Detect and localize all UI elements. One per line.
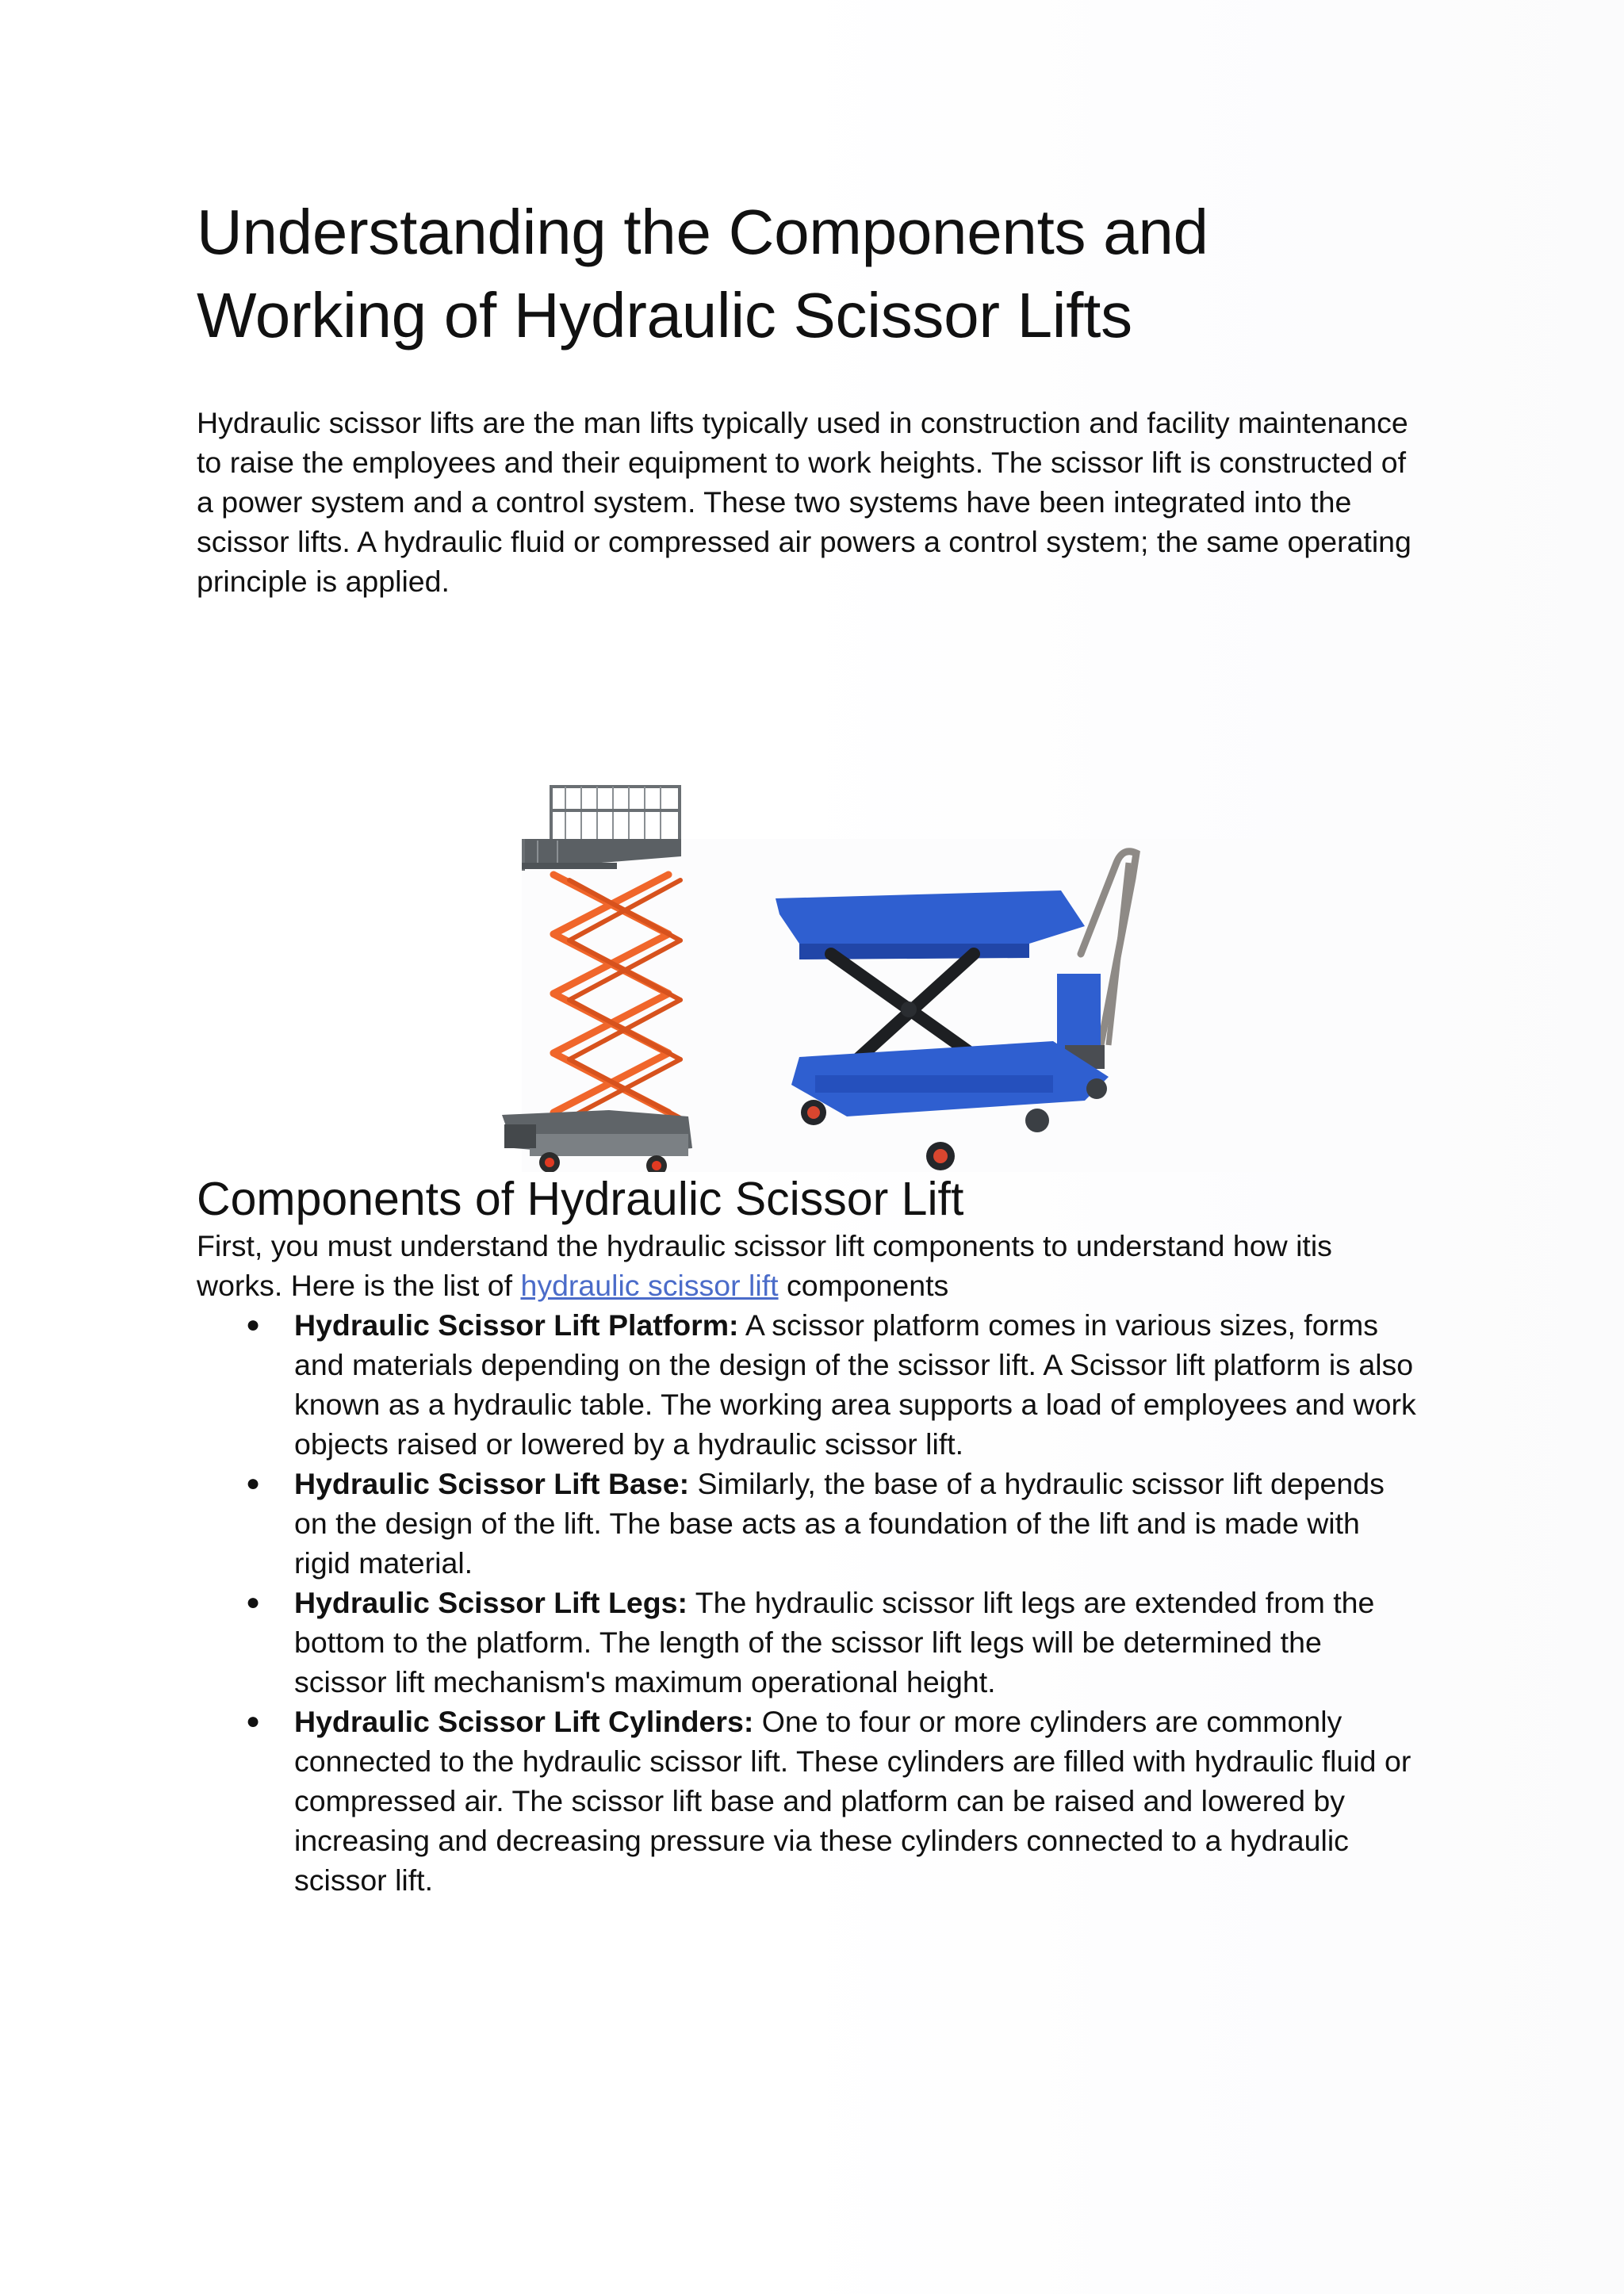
list-item-text: A scissor platform comes in various sizes, forms xyxy=(738,1308,1379,1342)
bullet-icon: ● xyxy=(246,1470,261,1496)
intro-line: to raise the employees and their equipment to work heights. The scissor lift is constructed of xyxy=(197,446,1407,479)
intro-line: a power system and a control system. These two systems have been integrated into the xyxy=(197,485,1352,519)
scissor-lifts-illustration xyxy=(197,601,1434,1172)
list-item xyxy=(197,1305,1434,1464)
list-item xyxy=(197,1702,1434,1900)
components-intro-suffix: components xyxy=(778,1269,949,1302)
list-item-text: known as a hydraulic table. The working area supports a load of employees and work xyxy=(294,1388,1416,1421)
title-line-2: Working of Hydraulic Scissor Lifts xyxy=(197,280,1132,350)
title-line-1: Understanding the Components and xyxy=(197,197,1208,267)
intro-line: principle is applied. xyxy=(197,565,450,598)
page-title xyxy=(197,190,1434,357)
scissor-lifts-image xyxy=(197,601,1434,1172)
intro-paragraph xyxy=(197,403,1434,601)
components-intro xyxy=(197,1226,1434,1305)
list-item-text: objects raised or lowered by a hydraulic scissor lift. xyxy=(294,1427,964,1461)
list-item-text: Similarly, the base of a hydraulic scissor lift depends xyxy=(689,1467,1385,1500)
list-item-text: bottom to the platform. The length of the scissor lift legs will be determined the xyxy=(294,1626,1322,1659)
components-list xyxy=(197,1305,1434,1900)
list-item-text: connected to the hydraulic scissor lift. These cylinders are filled with hydraulic fluid or xyxy=(294,1744,1411,1778)
bullet-icon: ● xyxy=(246,1312,261,1338)
list-item-text: and materials depending on the design of the scissor lift. A Scissor lift platform is also xyxy=(294,1348,1414,1381)
list-item-text: scissor lift mechanism's maximum operational height. xyxy=(294,1665,996,1698)
list-item xyxy=(197,1464,1434,1583)
bullet-icon: ● xyxy=(246,1589,261,1615)
list-item xyxy=(197,1583,1434,1702)
hydraulic-scissor-lift-link[interactable]: hydraulic scissor lift xyxy=(520,1269,779,1302)
list-item-text: One to four or more cylinders are commonly xyxy=(753,1705,1342,1738)
list-item-text: rigid material. xyxy=(294,1546,473,1580)
components-intro-line-1: First, you must understand the hydraulic scissor lift components to understand how itis xyxy=(197,1229,1332,1262)
list-item-term: Hydraulic Scissor Lift Cylinders: xyxy=(294,1705,754,1738)
list-item-term: Hydraulic Scissor Lift Base: xyxy=(294,1467,690,1500)
document-content xyxy=(197,190,1434,1900)
intro-line: Hydraulic scissor lifts are the man lifts typically used in construction and facility maintenance xyxy=(197,406,1408,439)
list-item-term: Hydraulic Scissor Lift Legs: xyxy=(294,1586,688,1619)
components-heading: Components of Hydraulic Scissor Lift xyxy=(197,1173,964,1225)
components-intro-prefix: works. Here is the list of xyxy=(197,1269,521,1302)
list-item-text: scissor lift. xyxy=(294,1863,434,1897)
list-item-text: compressed air. The scissor lift base and platform can be raised and lowered by xyxy=(294,1784,1345,1817)
intro-line: scissor lifts. A hydraulic fluid or compressed air powers a control system; the same operating xyxy=(197,525,1411,558)
list-item-text: on the design of the lift. The base acts as a foundation of the lift and is made with xyxy=(294,1507,1360,1540)
list-item-term: Hydraulic Scissor Lift Platform: xyxy=(294,1308,739,1342)
list-item-text: The hydraulic scissor lift legs are extended from the xyxy=(687,1586,1375,1619)
list-item-text: increasing and decreasing pressure via these cylinders connected to a hydraulic xyxy=(294,1824,1349,1857)
bullet-icon: ● xyxy=(246,1708,261,1734)
